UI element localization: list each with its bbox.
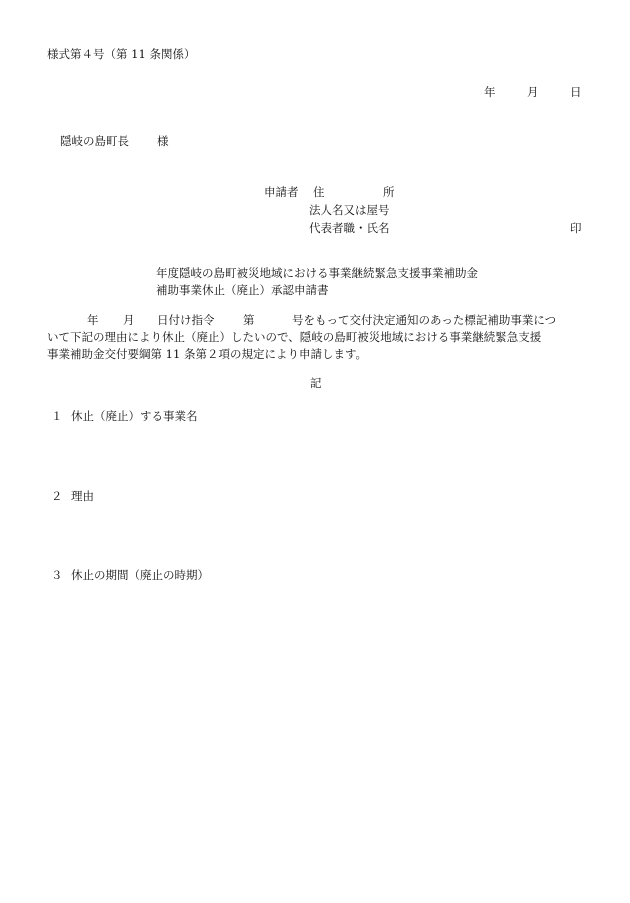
body-dai: 第 <box>243 313 255 327</box>
body-year: 年 <box>87 313 99 327</box>
item-2-label: 理由 <box>71 489 94 503</box>
addressee-name: 隠岐の島町長 <box>60 134 129 148</box>
item-1-label: 休止（廃止）する事業名 <box>71 409 198 423</box>
document-title-line-2: 補助事業休止（廃止）承認申請書 <box>156 283 329 297</box>
address-label-1: 住 <box>313 185 325 199</box>
item-2-number: ２ <box>51 489 63 503</box>
body-month: 月 <box>123 313 135 327</box>
date-day: 日 <box>570 85 582 99</box>
corp-name-label: 法人名又は屋号 <box>309 203 390 217</box>
body-line1-rest: 号をもって交付決定通知のあった標記補助事業につ <box>292 313 557 327</box>
body-date-directive: 日付け指令 <box>157 313 215 327</box>
item-3-label: 休止の期間（廃止の時期） <box>71 568 209 582</box>
ki-heading: 記 <box>310 376 322 390</box>
item-3-number: ３ <box>51 568 63 582</box>
address-label-2: 所 <box>383 185 395 199</box>
date-month: 月 <box>527 85 539 99</box>
representative-label: 代表者職・氏名 <box>309 221 390 235</box>
document-title-line-1: 年度隠岐の島町被災地域における事業継続緊急支援事業補助金 <box>156 266 478 280</box>
item-1-number: １ <box>51 409 63 423</box>
form-number: 様式第４号（第 11 条関係） <box>47 47 196 61</box>
body-line-2: いて下記の理由により休止（廃止）したいので、隠岐の島町被災地域における事業継続緊急支援 <box>47 330 542 344</box>
date-year: 年 <box>484 85 496 99</box>
addressee-honorific: 様 <box>157 134 169 148</box>
applicant-label: 申請者 <box>264 185 299 199</box>
seal-mark: 印 <box>570 221 582 235</box>
body-line-3: 事業補助金交付要綱第 11 条第２項の規定により申請します。 <box>47 347 368 361</box>
